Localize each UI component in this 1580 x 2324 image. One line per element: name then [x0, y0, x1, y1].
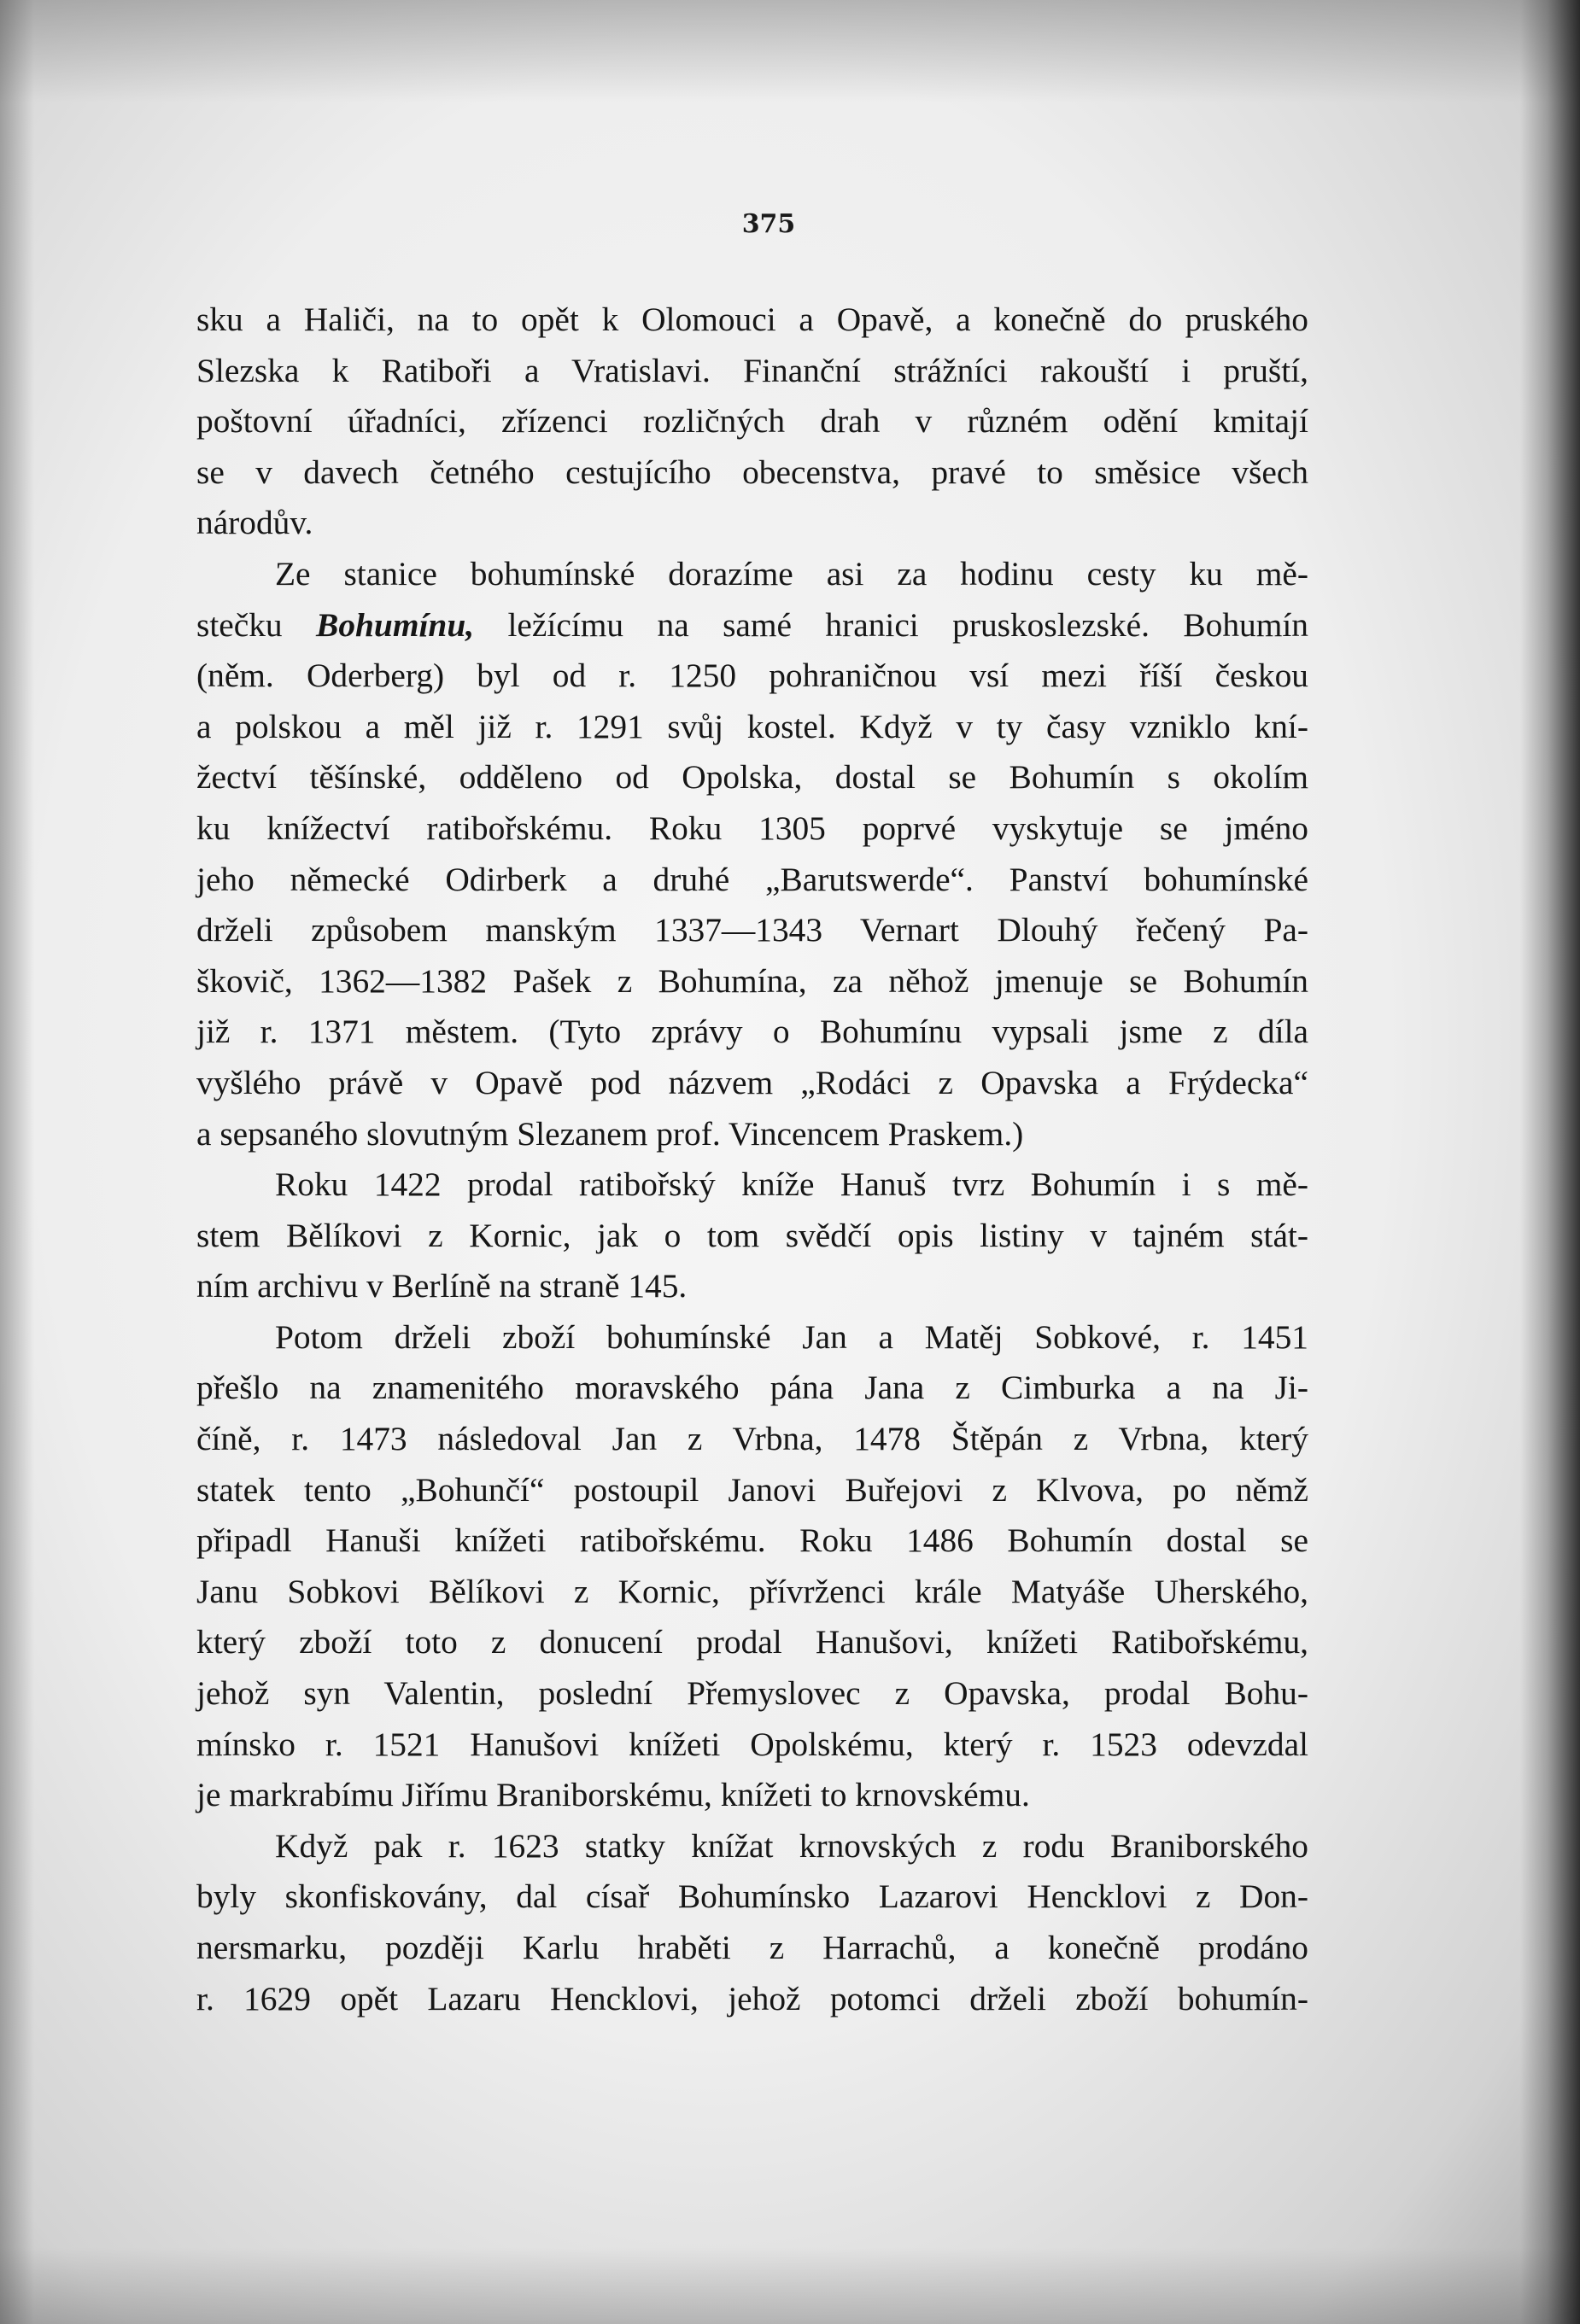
text-line: který zboží toto z donucení prodal Hanušovi, knížeti Ratibořskému,	[196, 1623, 1308, 1661]
text-line: ku knížectví ratibořskému. Roku 1305 poprvé vyskytuje se jméno	[196, 809, 1308, 847]
text-line: byly skonfiskovány, dal císař Bohumínsko Lazarovi Hencklovi z Don-	[196, 1877, 1308, 1916]
text-line: je markrabímu Jiřímu Braniborskému, knížeti to krnovskému.	[196, 1776, 1030, 1814]
text-line: mínsko r. 1521 Hanušovi knížeti Opolskému, který r. 1523 odevzdal	[196, 1725, 1308, 1763]
text-line: jehož syn Valentin, poslední Přemyslovec z Opavska, prodal Bohu-	[196, 1674, 1308, 1713]
text-line: připadl Hanuši knížeti ratibořskému. Roku 1486 Bohumín dostal se	[196, 1521, 1308, 1560]
text-line-with-emphasis	[196, 600, 1308, 651]
text-line: Když pak r. 1623 statky knížat krnovských z rodu Braniborského	[275, 1826, 1308, 1865]
text-fragment: stečku	[196, 605, 283, 644]
text-line: ním archivu v Berlíně na straně 145.	[196, 1267, 688, 1305]
text-line: národův.	[196, 504, 313, 542]
text-line: sku a Haliči, na to opět k Olomouci a Opavě, a konečně do pruského	[196, 301, 1308, 338]
emphasized-place-name: Bohumínu,	[316, 605, 475, 644]
text-line: Roku 1422 prodal ratibořský kníže Hanuš tvrz Bohumín i s mě-	[275, 1165, 1308, 1204]
text-line: poštovní úřadníci, zřízenci rozličných drah v různém odění kmitají	[196, 402, 1308, 441]
text-line: a polskou a měl již r. 1291 svůj kostel. Když v ty časy vzniklo kní-	[196, 707, 1308, 745]
body-text	[196, 295, 1308, 2024]
text-line: drželi způsobem manským 1337—1343 Vernart Dlouhý řečený Pa-	[196, 911, 1308, 949]
page-shadow-top	[0, 0, 1580, 102]
text-line: se v davech četného cestujícího obecenstva, pravé to směsice všech	[196, 453, 1308, 491]
text-line: Potom drželi zboží bohumínské Jan a Matěj Sobkové, r. 1451	[275, 1317, 1308, 1356]
text-line: již r. 1371 městem. (Tyto zprávy o Bohumínu vypsali jsme z díla	[196, 1013, 1308, 1051]
page-shadow-bottom	[0, 2247, 1580, 2324]
text-line: škovič, 1362—1382 Pašek z Bohumína, za něhož jmenuje se Bohumín	[196, 961, 1308, 1000]
text-line: jeho německé Odirberk a druhé „Barutswerde“. Panství bohumínské	[196, 860, 1308, 898]
text-line: a sepsaného slovutným Slezanem prof. Vincencem Praskem.)	[196, 1114, 1024, 1153]
text-line: vyšlého právě v Opavě pod názvem „Rodáci z Opavska a Frýdecka“	[196, 1063, 1308, 1101]
text-line: (něm. Oderberg) byl od r. 1250 pohraničnou vsí mezi říší českou	[196, 657, 1308, 695]
text-line: Ze stanice bohumínské dorazíme asi za hodinu cesty ku mě-	[275, 554, 1308, 593]
text-fragment: ležícímu na samé hranici pruskoslezské. Bohumín	[507, 605, 1309, 644]
page-number: 375	[741, 209, 796, 239]
page-shadow-right	[1520, 0, 1580, 2324]
text-line: stem Bělíkovi z Kornic, jak o tom svědčí opis listiny v tajném stát-	[196, 1216, 1308, 1254]
text-line: r. 1629 opět Lazaru Hencklovi, jehož potomci drželi zboží bohumín-	[196, 1979, 1308, 2017]
text-line: nersmarku, později Karlu hraběti z Harrachů, a konečně prodáno	[196, 1929, 1308, 1966]
text-line: žectví těšínské, odděleno od Opolska, dostal se Bohumín s okolím	[196, 758, 1308, 797]
text-line: číně, r. 1473 následoval Jan z Vrbna, 1478 Štěpán z Vrbna, který	[196, 1420, 1308, 1458]
text-line: přešlo na znamenitého moravského pána Jana z Cimburka a na Ji-	[196, 1369, 1308, 1407]
page-shadow-left	[0, 0, 34, 2324]
text-line: statek tento „Bohunčí“ postoupil Janovi Buřejovi z Klvova, po němž	[196, 1470, 1308, 1509]
text-line: Slezska k Ratiboři a Vratislavi. Finanční strážníci rakouští i pruští,	[196, 351, 1308, 389]
text-line: Janu Sobkovi Bělíkovi z Kornic, přívrženci krále Matyáše Uherského,	[196, 1572, 1308, 1610]
